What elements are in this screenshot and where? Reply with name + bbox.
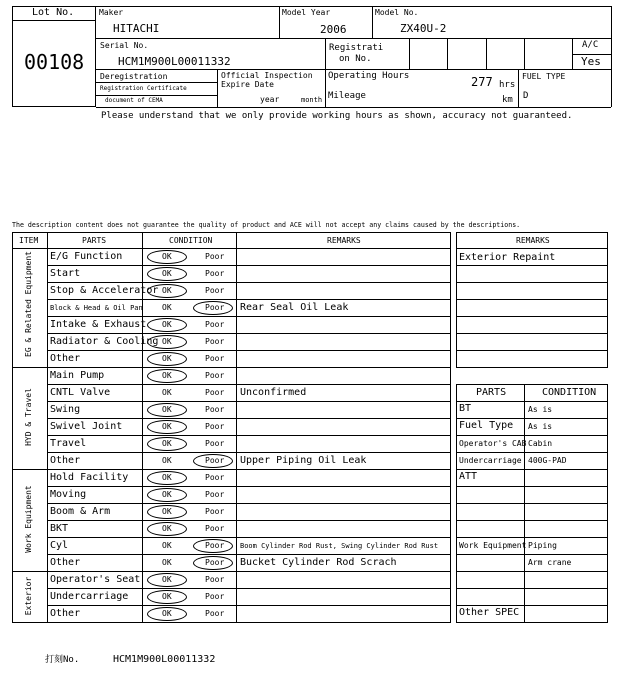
poor-selected-circle: [193, 454, 233, 468]
header-parts: PARTS: [82, 236, 107, 245]
spec-row-divider: [456, 452, 608, 453]
spec-condition-value: Arm crane: [528, 558, 572, 567]
ac-label: A/C: [582, 40, 599, 50]
poor-option[interactable]: Poor: [205, 507, 225, 516]
ok-selected-circle: [147, 420, 187, 434]
poor-selected-circle: [193, 556, 233, 570]
row-divider: [47, 435, 451, 436]
table-part-label: Start: [50, 268, 81, 279]
ok-option[interactable]: OK: [162, 456, 172, 465]
serial-label: Serial No.: [100, 41, 149, 50]
operating-hours-label: Operating Hours: [328, 71, 410, 81]
lot-number: 00108: [24, 50, 85, 74]
ok-selected-circle: [147, 590, 187, 604]
ok-option[interactable]: OK: [162, 541, 172, 550]
group-label: Exterior: [24, 576, 33, 615]
ok-selected-circle: [147, 573, 187, 587]
table-part-label: Boom & Arm: [50, 506, 111, 517]
table-part-label: Swing: [50, 404, 81, 415]
inspection-label-1: Official Inspection: [221, 71, 313, 80]
poor-option[interactable]: Poor: [205, 269, 225, 278]
ok-option[interactable]: OK: [162, 592, 172, 601]
spec-condition-value: As is: [528, 405, 553, 414]
hrs-label: hrs: [499, 80, 516, 90]
deregistration-label: Deregistration: [100, 72, 168, 81]
spec-row-divider: [456, 418, 608, 419]
spec-row-divider: [456, 401, 608, 402]
poor-option[interactable]: Poor: [205, 473, 225, 482]
row-divider: [12, 469, 451, 470]
table-part-label: Other: [50, 353, 81, 364]
poor-option[interactable]: Poor: [205, 371, 225, 380]
stamp-number-label: 打刻No.: [45, 655, 80, 665]
table-remark: Unconfirmed: [240, 387, 307, 398]
disclaimer-text: The description content does not guarantee the quality of product and ACE will not accept any claims caused by the descriptions.: [12, 221, 521, 229]
header-item: ITEM: [19, 236, 39, 245]
spec-part-label: ATT: [459, 471, 478, 482]
spec-row-divider: [456, 486, 608, 487]
spec-row-divider: [456, 435, 608, 436]
poor-option[interactable]: Poor: [205, 439, 225, 448]
spec-row-divider: [456, 571, 608, 572]
poor-option[interactable]: Poor: [205, 252, 225, 261]
poor-selected-circle: [193, 301, 233, 315]
table-remark: Bucket Cylinder Rod Scrach: [240, 557, 397, 568]
ok-option[interactable]: OK: [162, 320, 172, 329]
operating-hours-value: 277: [471, 75, 493, 89]
registration-label-1: Registrati: [329, 43, 384, 53]
ok-option[interactable]: OK: [162, 303, 172, 312]
row-divider: [47, 605, 451, 606]
spec-part-label: Work Equipment: [459, 541, 527, 550]
table-remark: Upper Piping Oil Leak: [240, 455, 367, 466]
mileage-label: Mileage: [328, 91, 366, 101]
header-remarks: REMARKS: [327, 236, 361, 245]
poor-option[interactable]: Poor: [205, 558, 225, 567]
row-divider: [47, 265, 451, 266]
table-part-label: E/G Function: [50, 251, 123, 262]
model-no-value: ZX40U-2: [400, 22, 447, 35]
ok-option[interactable]: OK: [162, 337, 172, 346]
ok-selected-circle: [147, 471, 187, 485]
row-divider: [47, 503, 451, 504]
poor-option[interactable]: Poor: [205, 422, 225, 431]
ok-option[interactable]: OK: [162, 490, 172, 499]
poor-option[interactable]: Poor: [205, 286, 225, 295]
spec-row-divider: [456, 520, 608, 521]
right-remarks-first: Exterior Repaint: [459, 252, 556, 263]
ok-selected-circle: [147, 488, 187, 502]
table-part-label: Stop & Accelerator: [50, 285, 159, 296]
spec-row-divider: [456, 503, 608, 504]
ok-option[interactable]: OK: [162, 558, 172, 567]
row-divider: [47, 282, 451, 283]
ok-option[interactable]: OK: [162, 575, 172, 584]
ok-option[interactable]: OK: [162, 524, 172, 533]
ok-option[interactable]: OK: [162, 422, 172, 431]
poor-option[interactable]: Poor: [205, 303, 225, 312]
model-no-label: Model No.: [375, 8, 419, 17]
ok-selected-circle: [147, 403, 187, 417]
header-condition: CONDITION: [169, 236, 213, 245]
row-divider: [12, 367, 451, 368]
row-divider: [47, 299, 451, 300]
spec-part-label: Operator's CAB: [459, 439, 527, 448]
ok-option[interactable]: OK: [162, 371, 172, 380]
row-divider: [47, 452, 451, 453]
ok-option[interactable]: OK: [162, 507, 172, 516]
table-remark: Boom Cylinder Rod Rust, Swing Cylinder Rod Rust: [240, 542, 439, 550]
ok-selected-circle: [147, 250, 187, 264]
year-label: year: [260, 95, 280, 104]
ok-selected-circle: [147, 369, 187, 383]
spec-condition-value: Piping: [528, 541, 557, 550]
model-year-label: Model Year: [282, 8, 331, 17]
stamp-number-value: HCM1M900L00011332: [113, 654, 216, 665]
row-divider: [47, 401, 451, 402]
fuel-type-label: FUEL TYPE: [522, 72, 566, 81]
model-year-value: 2006: [320, 23, 347, 36]
ok-option[interactable]: OK: [162, 439, 172, 448]
ok-selected-circle: [147, 352, 187, 366]
ok-selected-circle: [147, 318, 187, 332]
table-part-label: Moving: [50, 489, 87, 500]
spec-condition-value: Cabin: [528, 439, 553, 448]
poor-option[interactable]: Poor: [205, 388, 225, 397]
row-divider: [12, 571, 451, 572]
fuel-type-value: D: [523, 91, 529, 101]
poor-option[interactable]: Poor: [205, 575, 225, 584]
poor-option[interactable]: Poor: [205, 609, 225, 618]
table-part-label: BKT: [50, 523, 69, 534]
ok-option[interactable]: OK: [162, 388, 172, 397]
table-part-label: Travel: [50, 438, 87, 449]
poor-option[interactable]: Poor: [205, 405, 225, 414]
ok-option[interactable]: OK: [162, 286, 172, 295]
table-part-label: Other: [50, 455, 81, 466]
poor-option[interactable]: Poor: [205, 524, 225, 533]
ac-value: Yes: [581, 55, 601, 68]
inspection-label-2: Expire Date: [221, 80, 274, 89]
poor-option[interactable]: Poor: [205, 592, 225, 601]
ok-selected-circle: [147, 522, 187, 536]
table-part-label: Hold Facility: [50, 472, 129, 483]
spec-part-label: Undercarriage: [459, 456, 522, 465]
notice-text: Please understand that we only provide working hours as shown, accuracy not guaranteed.: [101, 111, 573, 121]
group-label: HYD & Travel: [24, 388, 33, 446]
spec-row-divider: [456, 469, 608, 470]
row-divider: [47, 588, 451, 589]
spec-row-divider: [456, 588, 608, 589]
table-part-label: Radiator & Cooling: [50, 336, 159, 347]
row-divider: [47, 418, 451, 419]
ok-option[interactable]: OK: [162, 252, 172, 261]
spec-row-divider: [456, 554, 608, 555]
table-part-label: Cyl: [50, 540, 69, 551]
poor-option[interactable]: Poor: [205, 337, 225, 346]
row-divider: [47, 384, 451, 385]
row-divider: [47, 350, 451, 351]
lot-label: Lot No.: [32, 7, 75, 18]
poor-option[interactable]: Poor: [205, 456, 225, 465]
poor-option[interactable]: Poor: [205, 354, 225, 363]
ok-selected-circle: [147, 267, 187, 281]
row-divider: [47, 316, 451, 317]
registration-label-2: on No.: [339, 54, 372, 64]
poor-option[interactable]: Poor: [205, 490, 225, 499]
table-part-label: CNTL Valve: [50, 387, 111, 398]
table-part-label: Operator's Seat: [50, 574, 141, 585]
spec-condition-header: CONDITION: [542, 387, 597, 398]
ok-selected-circle: [147, 284, 187, 298]
ok-selected-circle: [147, 437, 187, 451]
table-part-label: Main Pump: [50, 370, 105, 381]
ok-selected-circle: [147, 505, 187, 519]
km-label: km: [502, 95, 513, 105]
ok-selected-circle: [147, 607, 187, 621]
row-divider: [47, 333, 451, 334]
spec-part-label: BT: [459, 403, 472, 414]
ok-option[interactable]: OK: [162, 473, 172, 482]
group-label: EG & Related Equipment: [24, 250, 33, 357]
document-of-cema-label: document of CEMA: [105, 97, 163, 104]
poor-option[interactable]: Poor: [205, 541, 225, 550]
spec-part-label: Other SPEC: [459, 607, 520, 618]
right-remarks-header: REMARKS: [516, 236, 550, 245]
registration-certificate-label: Registration Certificate: [100, 85, 187, 92]
spec-condition-value: 400G-PAD: [528, 456, 567, 465]
row-divider: [47, 486, 451, 487]
maker-label: Maker: [99, 8, 124, 17]
group-label: Work Equipment: [24, 485, 33, 553]
spec-parts-header: PARTS: [476, 387, 507, 398]
serial-value: HCM1M900L00011332: [118, 55, 231, 68]
table-part-label: Other: [50, 557, 81, 568]
row-divider: [47, 537, 451, 538]
table-part-label: Swivel Joint: [50, 421, 123, 432]
table-part-label: Intake & Exhaust: [50, 319, 147, 330]
table-part-label: Undercarriage: [50, 591, 129, 602]
table-part-label: Block & Head & Oil Pan: [50, 304, 143, 312]
maker-value: HITACHI: [113, 22, 160, 35]
ok-option[interactable]: OK: [162, 609, 172, 618]
row-divider: [47, 554, 451, 555]
ok-option[interactable]: OK: [162, 354, 172, 363]
month-label: month: [301, 96, 323, 104]
ok-option[interactable]: OK: [162, 405, 172, 414]
ok-option[interactable]: OK: [162, 269, 172, 278]
poor-selected-circle: [193, 539, 233, 553]
spec-part-label: Fuel Type: [459, 420, 514, 431]
table-part-label: Other: [50, 608, 81, 619]
lot-divider: [12, 20, 96, 21]
ok-selected-circle: [147, 335, 187, 349]
row-divider: [47, 520, 451, 521]
spec-row-divider: [456, 605, 608, 606]
spec-condition-value: As is: [528, 422, 553, 431]
table-remark: Rear Seal Oil Leak: [240, 302, 349, 313]
spec-row-divider: [456, 537, 608, 538]
poor-option[interactable]: Poor: [205, 320, 225, 329]
